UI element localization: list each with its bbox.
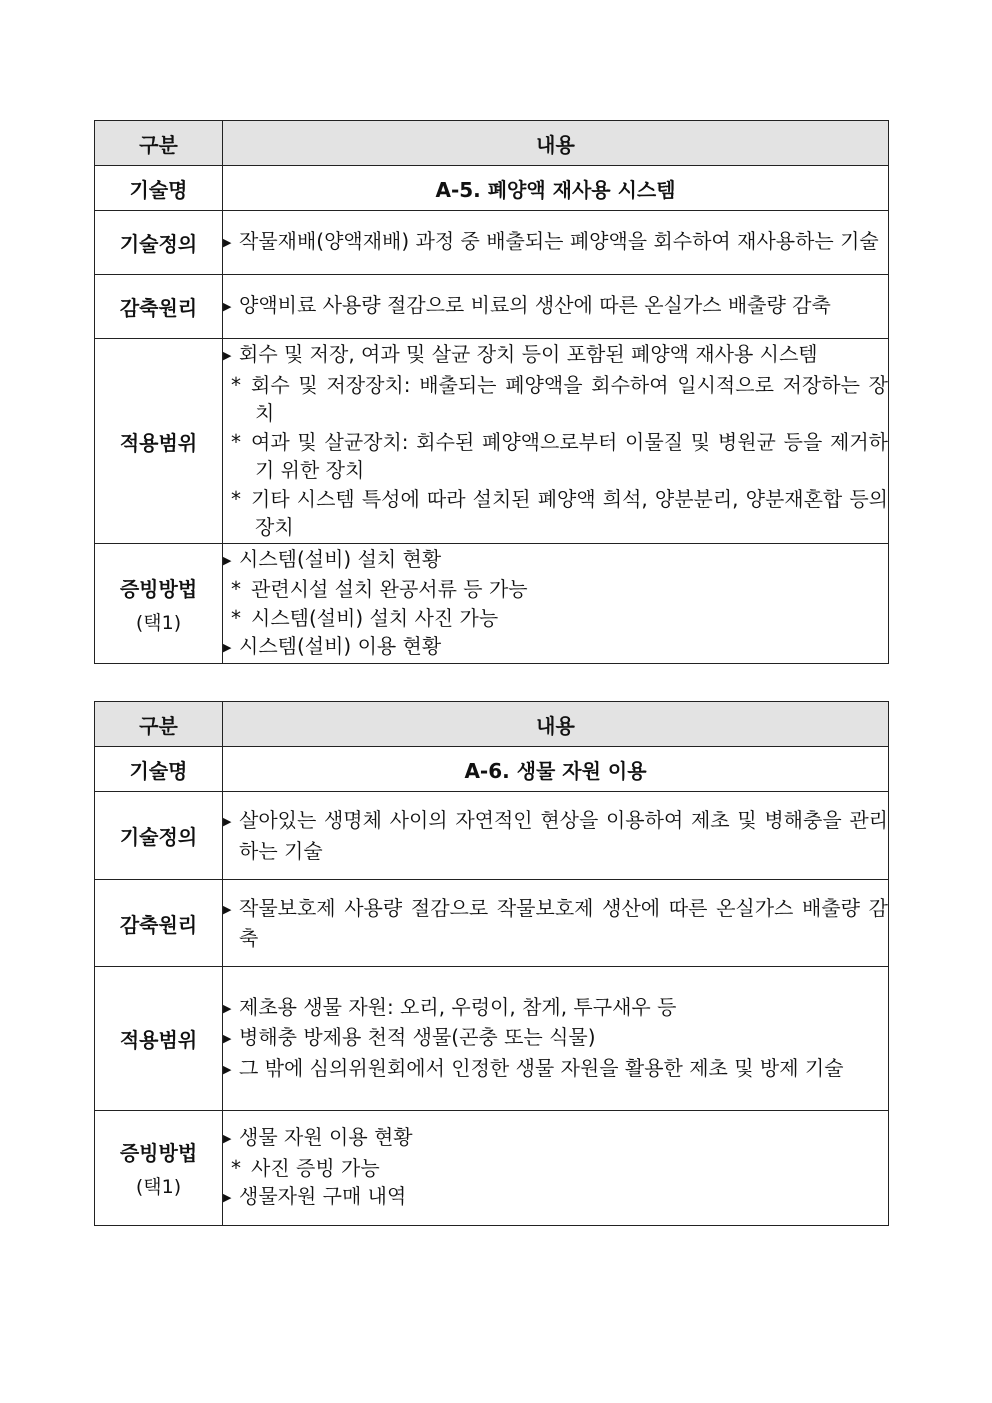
- triangle-right-icon: ▶: [223, 1001, 232, 1015]
- asterisk-icon: *: [231, 429, 241, 454]
- evidence-row: [95, 1111, 889, 1226]
- header-content: 내용: [223, 121, 889, 166]
- asterisk-icon: *: [231, 1155, 241, 1180]
- tech-name-row: [95, 747, 889, 792]
- bullet-item: ▶ 병해충 방제용 천적 생물(곤충 또는 식물): [223, 1023, 888, 1054]
- evidence-sub-label: (택1): [135, 611, 182, 634]
- bullet-item: ▶ 생물자원 구매 내역: [223, 1182, 888, 1213]
- scope-row: [95, 339, 889, 544]
- triangle-right-icon: ▶: [223, 553, 232, 567]
- bullet-item: ▶ 그 밖에 심의위원회에서 인정한 생물 자원을 활용한 제초 및 방제 기술: [223, 1054, 888, 1085]
- evidence-sub-label: (택1): [135, 1176, 182, 1198]
- reduction-row: [95, 880, 889, 967]
- tech-name-label: 기술명: [95, 747, 223, 792]
- evidence-label: 증빙방법 (택1): [95, 544, 223, 664]
- asterisk-icon: *: [231, 605, 241, 630]
- bullet-item: ▶ 제초용 생물 자원: 오리, 우렁이, 참게, 투구새우 등: [223, 993, 888, 1024]
- reduction-label: 감축원리: [95, 880, 223, 967]
- evidence-content: [223, 1111, 889, 1226]
- header-category: 구분: [95, 121, 223, 166]
- bullet-item: ▶ 작물보호제 사용량 절감으로 작물보호제 생산에 따른 온실가스 배출량 감축: [223, 895, 888, 950]
- scope-row: [95, 967, 889, 1111]
- triangle-right-icon: ▶: [223, 349, 232, 363]
- table-header-row: [95, 121, 889, 166]
- definition-row: [95, 792, 889, 880]
- asterisk-icon: *: [231, 486, 241, 511]
- triangle-right-icon: ▶: [223, 1132, 232, 1146]
- asterisk-icon: *: [231, 577, 241, 601]
- triangle-right-icon: ▶: [223, 1032, 232, 1046]
- triangle-right-icon: ▶: [223, 236, 232, 250]
- triangle-right-icon: ▶: [223, 300, 232, 314]
- reduction-label: 감축원리: [95, 275, 223, 339]
- tech-name-value: A-5. 폐양액 재사용 시스템: [223, 166, 889, 211]
- note-item: * 회수 및 저장장치: 배출되는 폐양액을 회수하여 일시적으로 저장하는 장치: [231, 372, 888, 426]
- tech-table-a5: [94, 120, 889, 664]
- header-content: 내용: [223, 702, 889, 747]
- evidence-label: 증빙방법 (택1): [95, 1111, 223, 1226]
- note-item: * 관련시설 설치 완공서류 등 가능: [223, 575, 888, 604]
- reduction-content: [223, 880, 889, 967]
- definition-row: [95, 211, 889, 275]
- note-item: * 사진 증빙 가능: [223, 1154, 888, 1183]
- triangle-right-icon: ▶: [223, 641, 232, 654]
- definition-label: 기술정의: [95, 792, 223, 880]
- bullet-item: ▶ 양액비료 사용량 절감으로 비료의 생산에 따른 온실가스 배출량 감축: [223, 291, 888, 322]
- note-item: * 시스템(설비) 설치 사진 가능: [223, 604, 888, 633]
- tech-name-row: [95, 166, 889, 211]
- bullet-item: ▶ 시스템(설비) 이용 현황: [223, 632, 888, 663]
- bullet-item: ▶ 작물재배(양액재배) 과정 중 배출되는 폐양액을 회수하여 재사용하는 기술: [223, 227, 888, 258]
- header-category: 구분: [95, 702, 223, 747]
- tech-name-value: A-6. 생물 자원 이용: [223, 747, 889, 792]
- triangle-right-icon: ▶: [223, 815, 232, 828]
- note-item: * 기타 시스템 특성에 따라 설치된 폐양액 희석, 양분분리, 양분재혼합 등의 장치: [231, 486, 888, 540]
- scope-content: [223, 967, 889, 1111]
- tech-name-label: 기술명: [95, 166, 223, 211]
- bullet-item: ▶ 살아있는 생명체 사이의 자연적인 현상을 이용하여 제초 및 병해충을 관리하는 기술: [223, 808, 888, 863]
- scope-label: 적용범위: [95, 339, 223, 544]
- triangle-right-icon: ▶: [223, 1062, 232, 1076]
- tech-table-a6: [94, 701, 889, 1226]
- scope-label: 적용범위: [95, 967, 223, 1111]
- evidence-row: [95, 544, 889, 664]
- note-item: * 여과 및 살균장치: 회수된 폐양액으로부터 이물질 및 병원균 등을 제거하기 위한 장치: [231, 429, 888, 483]
- triangle-right-icon: ▶: [223, 902, 232, 916]
- bullet-item: ▶ 회수 및 저장, 여과 및 살균 장치 등이 포함된 폐양액 재사용 시스템: [223, 340, 888, 371]
- reduction-content: [223, 275, 889, 339]
- table-header-row: [95, 702, 889, 747]
- scope-content: [223, 339, 889, 544]
- definition-content: [223, 211, 889, 275]
- triangle-right-icon: ▶: [223, 1191, 232, 1205]
- bullet-item: ▶ 시스템(설비) 설치 현황: [223, 545, 888, 576]
- evidence-content: [223, 544, 889, 664]
- definition-content: [223, 792, 889, 880]
- definition-label: 기술정의: [95, 211, 223, 275]
- bullet-item: ▶ 생물 자원 이용 현황: [223, 1123, 888, 1154]
- reduction-row: [95, 275, 889, 339]
- asterisk-icon: *: [231, 372, 241, 397]
